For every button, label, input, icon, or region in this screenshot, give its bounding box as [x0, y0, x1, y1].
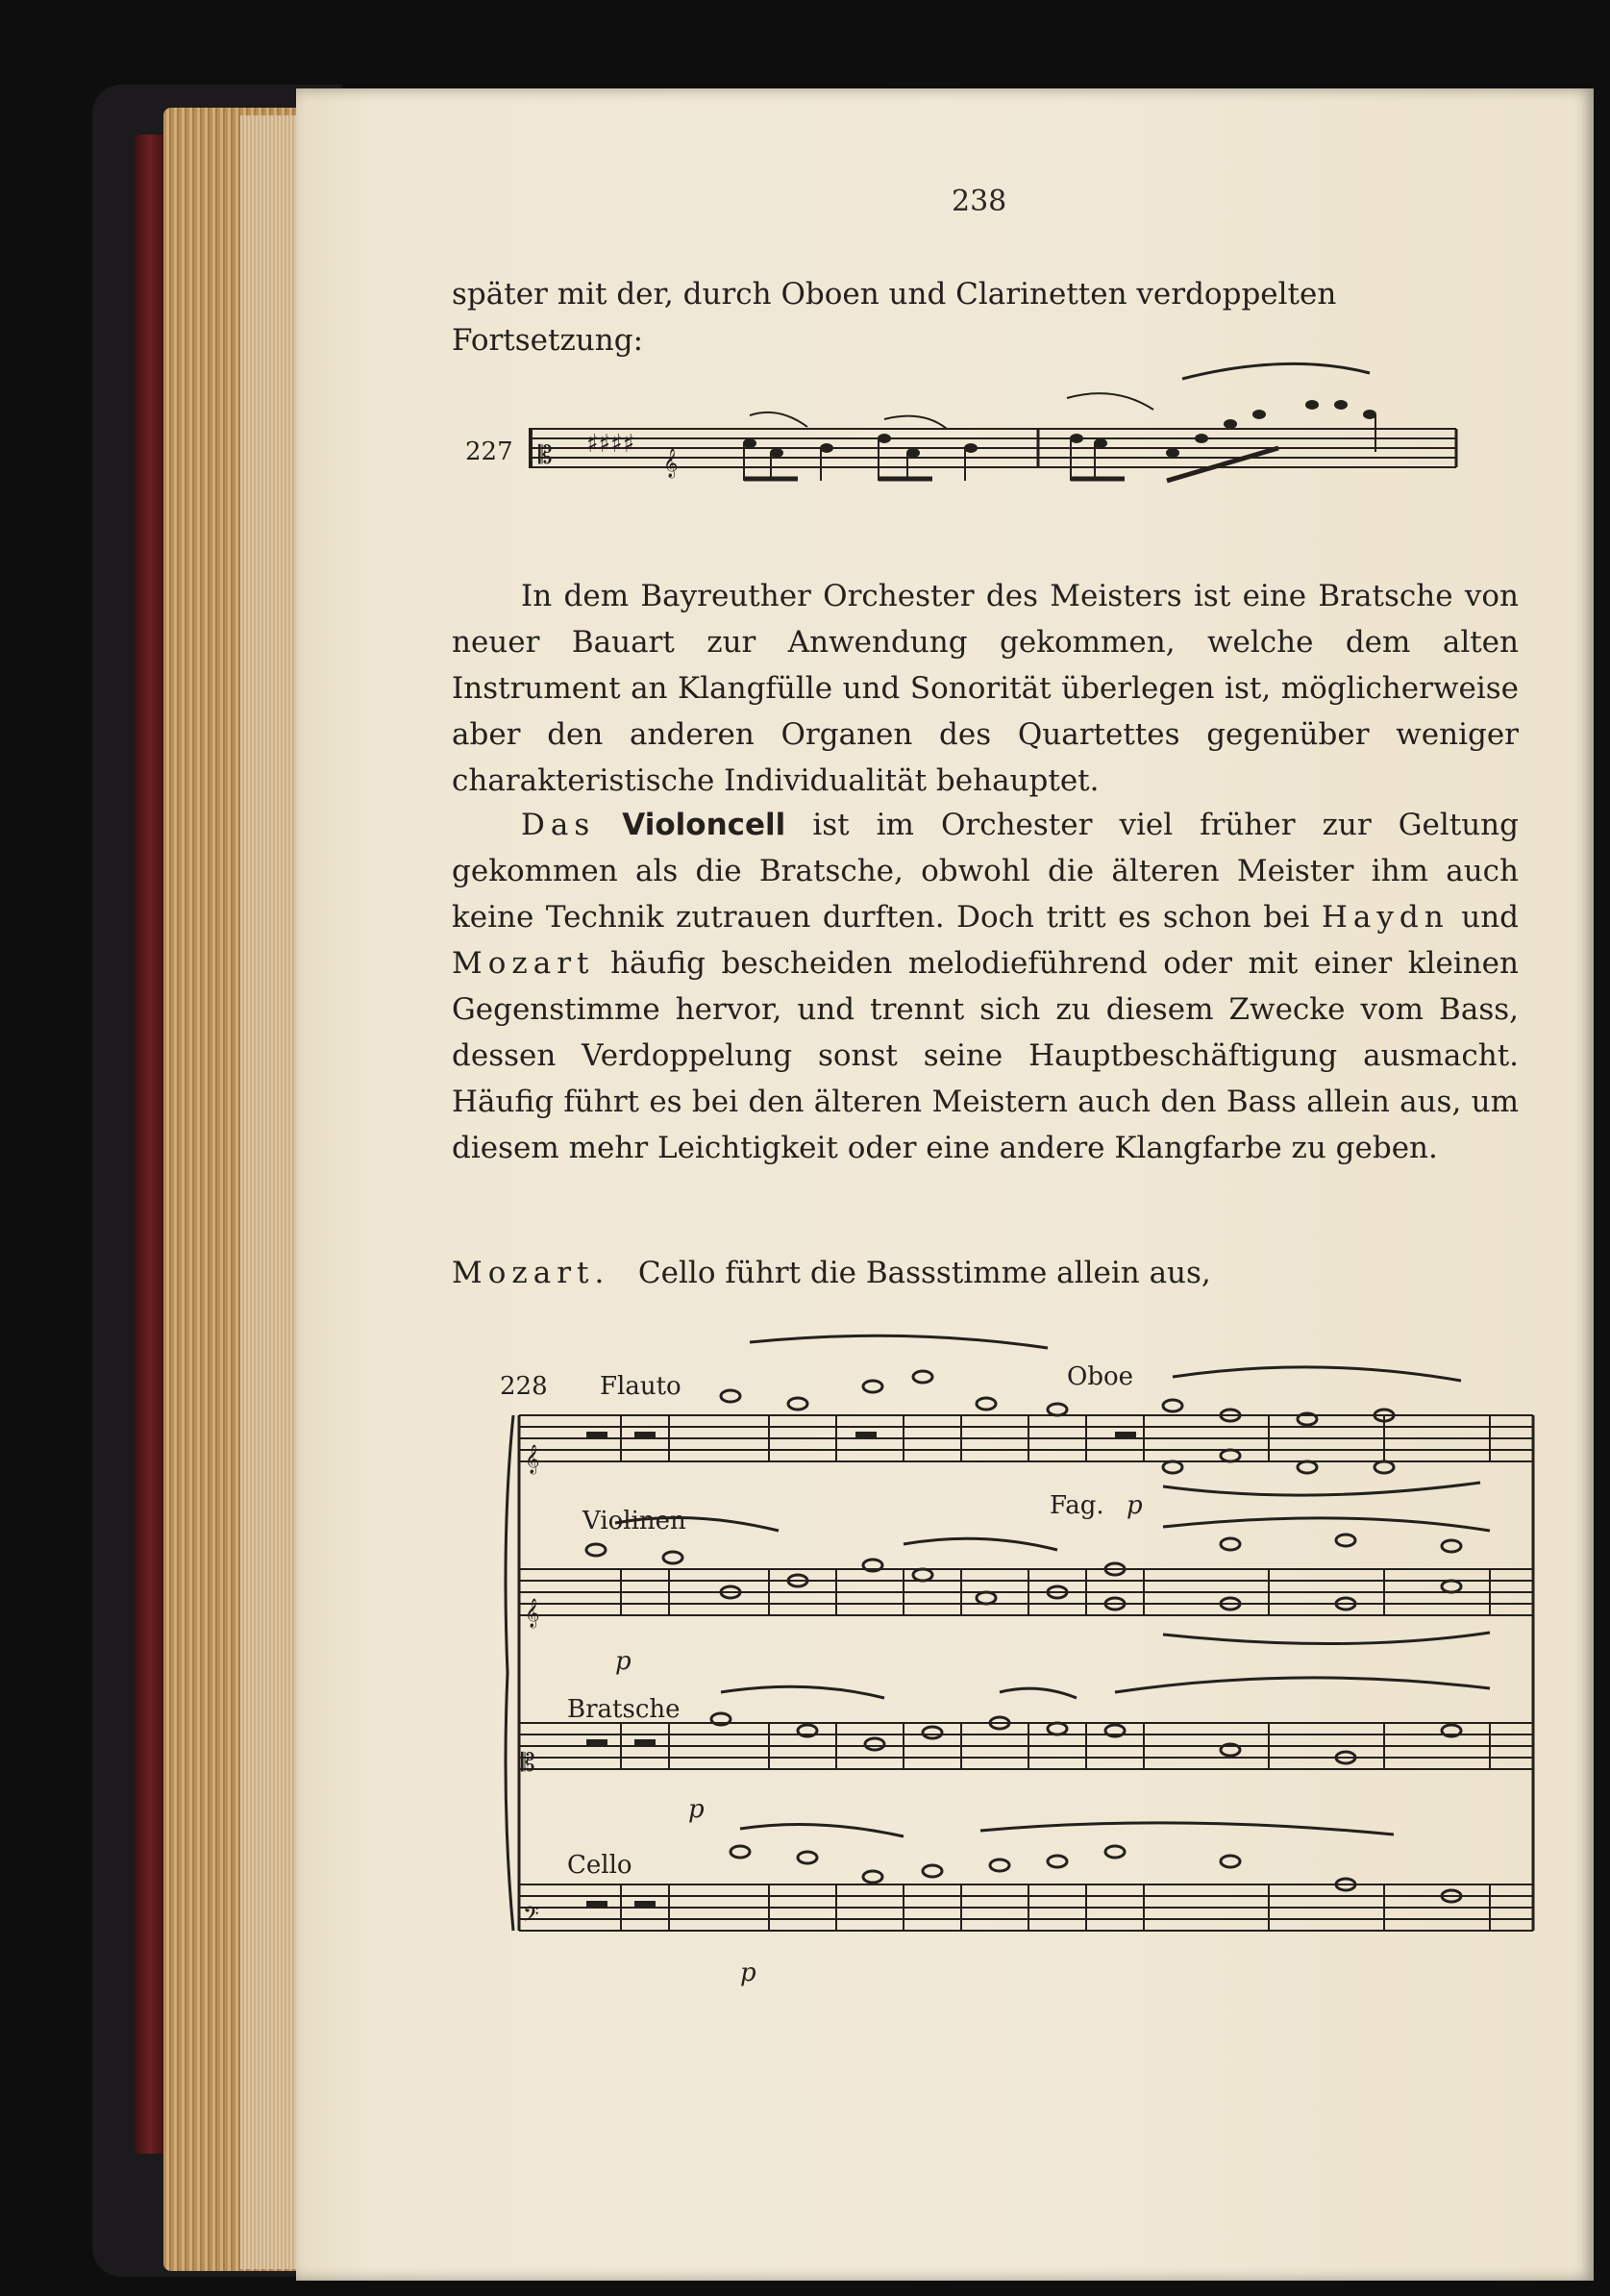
label-flauto: Flauto	[600, 1372, 681, 1401]
music-example-228	[500, 1327, 1548, 2000]
svg-text:𝄢: 𝄢	[523, 1903, 539, 1932]
paragraph-1-text: In dem Bayreuther Orchester des Meisters ist eine Bratsche von neuer Bauart zur Anwendung gekommen, welche dem alten Instrument an Klangfülle und Sonorität überlegen ist, möglicherweise aber den anderen Organen des Quartettes gegenüber weniger charakteristische Individualität behauptet.	[452, 579, 1519, 798]
svg-text:♯♯♯♯: ♯♯♯♯	[586, 430, 635, 459]
dynamic-violinen: p	[615, 1647, 632, 1676]
para2-part2: häufig bescheiden melodieführend oder mit einer kleinen Gegenstimme hervor, und trennt sich zu diesem Zwecke vom Bass, dessen Verdoppelung sonst seine Hauptbeschäftigung ausmacht. Häufig führt es bei den älteren Meistern auch den Bass allein aus, um diesem mehr Leichtigkeit oder eine andere Klangfarbe zu geben.	[452, 946, 1519, 1165]
music-example-227	[519, 356, 1461, 510]
label-fag: Fag.	[1050, 1491, 1104, 1520]
mozart-caption	[452, 1250, 1211, 1296]
label-cello: Cello	[567, 1851, 632, 1880]
label-bratsche: Bratsche	[567, 1695, 681, 1724]
para2-bold-word: Violoncell	[622, 808, 786, 842]
para2-part1: ist im Orchester viel früher zur Geltung gekommen als die Bratsche, obwohl die älteren Meister ihm auch keine Technik zutrauen durften. Doch tritt es schon bei	[452, 808, 1519, 935]
dynamic-bratsche: p	[688, 1795, 705, 1824]
paragraph-violoncell	[452, 802, 1519, 1171]
svg-text:𝄡: 𝄡	[521, 1749, 535, 1778]
caption-text: Cello führt die Bassstimme allein aus,	[637, 1256, 1211, 1290]
svg-text:𝄞: 𝄞	[525, 1445, 540, 1474]
example-number-227: 227	[465, 437, 513, 466]
para2-and: und	[1461, 900, 1520, 935]
svg-text:𝄡: 𝄡	[538, 441, 553, 470]
dynamic-fag: p	[1127, 1491, 1143, 1520]
para2-start: Das	[521, 808, 596, 842]
page-number: 238	[952, 185, 1007, 218]
para2-name-mozart: Mozart	[452, 946, 595, 981]
dynamic-cello: p	[740, 1959, 756, 1987]
example-number-228: 228	[500, 1372, 548, 1401]
label-oboe: Oboe	[1067, 1362, 1133, 1391]
paragraph-2-text	[452, 802, 1519, 1171]
svg-text:𝄞: 𝄞	[525, 1599, 540, 1628]
svg-text:𝄞: 𝄞	[663, 449, 679, 478]
paragraph-bratsche	[452, 573, 1519, 804]
caption-name: Mozart.	[452, 1256, 610, 1290]
intro-line: später mit der, durch Oboen und Clarinetten verdoppelten Fortsetzung:	[452, 277, 1337, 358]
para2-name-haydn: Haydn	[1321, 900, 1449, 935]
label-violinen: Violinen	[582, 1507, 686, 1535]
